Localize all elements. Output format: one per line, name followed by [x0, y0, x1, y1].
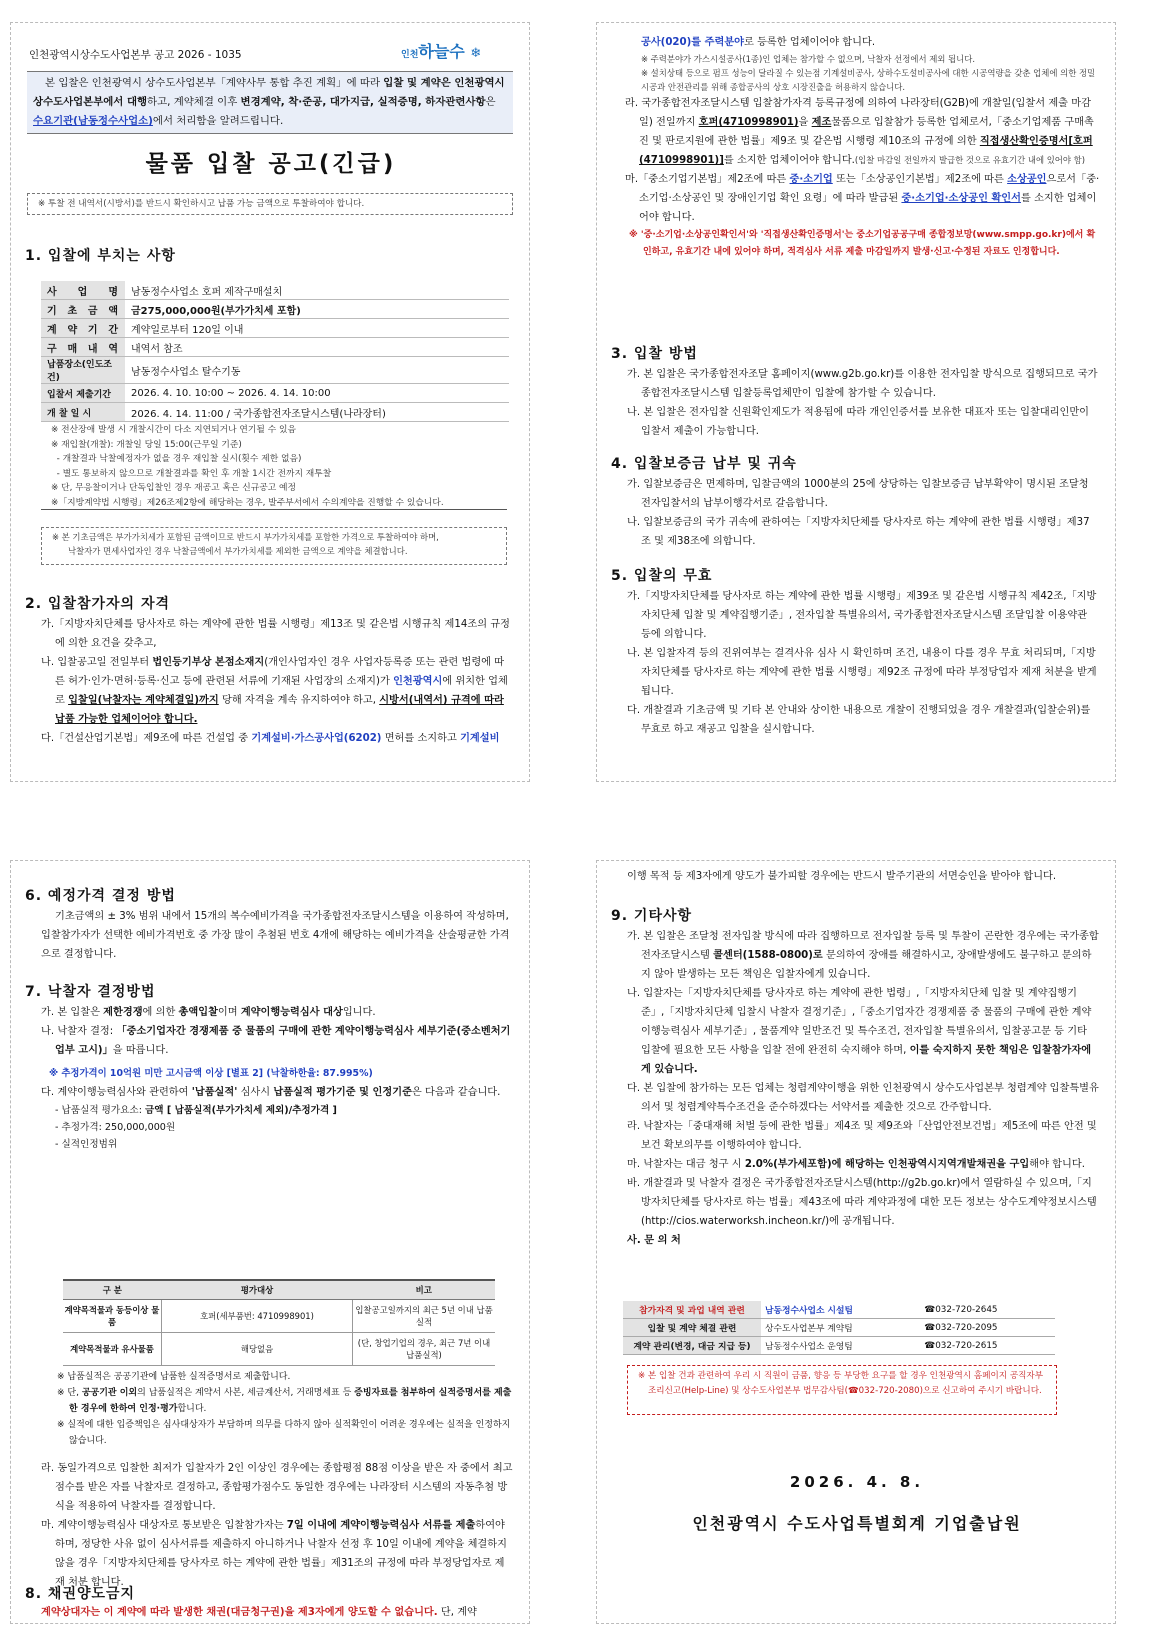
qual-na-t4: 당해 자격을 계속 유지하여야 하고, [218, 695, 380, 706]
wda-b1: '납품실적' [191, 1087, 238, 1098]
info-label: 기 초 금 액 [41, 300, 125, 319]
info-value: 남동정수사업소 호퍼 제작구매설치 [125, 281, 509, 300]
intro-bold-2: 변경계약, 착·준공, 대가지급, 실적증명, 하자관련사항 [240, 96, 486, 108]
table-row [623, 1319, 1055, 1337]
table-row [63, 1333, 495, 1366]
ra-t4: 를 소지한 업체이어야 합니다. [723, 155, 855, 166]
qual-na-u: 입찰일(낙찰자는 계약체결일)까지 [68, 695, 219, 706]
pn2-b1: 공공기관 이외 [81, 1388, 138, 1398]
info-value: 2026. 4. 10. 10:00 ~ 2026. 4. 14. 10:00 [125, 384, 509, 403]
wma-t1: 마. 계약이행능력심사 대상자로 통보받은 입찰참가자는 [41, 1520, 287, 1531]
logo-small-text: 인천 [401, 50, 419, 60]
perf-list-1 [55, 1102, 513, 1119]
section-8-heading: 8. 채권양도금지 [25, 1586, 136, 1602]
qual-da-blue: 기계설비·가스공사업(6202) [251, 733, 382, 744]
ma-t2: 또는「소상공인기본법」제2조에 따른 [832, 174, 1008, 185]
qual-da-t1: 다.「건설산업기본법」제9조에 따른 건설업 중 [41, 733, 252, 744]
bid-notice: ※ 투찰 전 내역서(시방서)를 반드시 확인하시고 납품 가능 금액으로 투찰하여야 합니다. [27, 193, 513, 215]
perf-note-1: ※ 납품실적은 공공기관에 납품한 실적증명서로 제출합니다. [57, 1372, 291, 1382]
pn2-t2: 의 납품실적은 계약서 사본, 세금계산서, 거래명세표 등 [137, 1388, 355, 1398]
section-6-body: 기초금액의 ± 3% 범위 내에서 15개의 복수예비가격을 국가종합전자조달시스템을 이용하여 작성하며, 입찰참가자가 선택한 예비가격번호 중 가장 많이 추첨된 번호 4개에 해당하는 예비가격을 산술평균한 가격으로 결정합니다. [41, 911, 510, 960]
bid-note: - 개찰결과 낙찰예정자가 없을 경우 재입찰 실시(횟수 제한 없음) [51, 454, 302, 464]
page-4 [596, 860, 1116, 1624]
pn2-t1: ※ 단, [57, 1388, 82, 1398]
qual-da-t2: 면허를 소지하고 [381, 733, 461, 744]
section-3-body [619, 365, 1099, 441]
perf-list-1-pre: - 납품실적 평가요소: [55, 1105, 145, 1116]
section-4-body [619, 475, 1099, 551]
info-value: 남동정수사업소 탈수기동 [125, 357, 509, 384]
table-row [41, 300, 509, 319]
bid-note: ※「지방계약법 시행령」제26조제2항에 해당하는 경우, 발주부서에서 수의계약을 진행할 수 있습니다. [51, 497, 444, 508]
page-3 [10, 860, 530, 1624]
perf-list-2: - 추정가격: 250,000,000원 [55, 1122, 176, 1133]
vat-note-line-1: ※ 본 기초금액은 부가가치세가 포함된 금액이므로 반드시 부가가치세를 포함한 가격으로 투찰하여야 하며, [52, 532, 439, 542]
ena-b: 이를 숙지하지 못한 책임은 입찰참가자에게 있습니다. [641, 1045, 1092, 1075]
section-5-body [619, 587, 1099, 739]
contact-k: 입찰 및 계약 체결 관련 [623, 1319, 761, 1337]
ema-t2: 해야 합니다. [1029, 1159, 1085, 1170]
perf-head-2: 평가대상 [162, 1280, 353, 1300]
wna-b: 「중소기업자간 경쟁제품 중 물품의 구매에 관한 계약이행능력심사 세부기준(중소벤처기업부 고시)」 [55, 1026, 511, 1056]
issuing-organization: 인천광역시 수도사업특별회계 기업출납원 [692, 1514, 1022, 1533]
vat-note-box [41, 527, 507, 565]
wga-b1: 제한경쟁 [103, 1007, 143, 1018]
qual-na-u2: 시방서(내역서) 규격에 따라 납품 가능한 업체이어야 합니다. [55, 695, 504, 725]
etc-ma [619, 1155, 1099, 1174]
section-1-heading: 1. 입찰에 부치는 사항 [25, 248, 176, 264]
assign-red: 계약상대자는 이 계약에 따라 발생한 채권(대금청구권)을 제3자에게 양도할 수 없습니다. [41, 1607, 438, 1618]
wga-t4: 입니다. [342, 1007, 376, 1018]
qual-ga: 가.「지방자치단체를 당사자로 하는 계약에 관한 법률 시행령」제13조 및 같은법 시행규칙 제14조의 규정에 의한 요건을 갖추고, [41, 619, 510, 649]
perf-note-2 [53, 1385, 513, 1417]
intro-text-3: 은 [485, 96, 496, 108]
qual-na-t1: 나. 입찰공고일 전일부터 [41, 657, 153, 668]
info-value: 내역서 참조 [125, 338, 509, 357]
wna-t2: 을 따릅니다. [112, 1045, 169, 1056]
lower-limit-note: ※ 추정가격이 10억원 미만 고시금액 이상 [별표 2] (낙찰하한율: 87.995%) [49, 1068, 373, 1079]
info-label: 개 찰 일 시 [41, 403, 125, 422]
ra-b2: 제조 [811, 117, 832, 128]
vat-note-line-2: 낙찰자가 면세사업자인 경우 낙찰금액에서 부가가치세를 제외한 금액으로 계약을 체결합니다. [68, 546, 408, 556]
info-label: 사 업 명 [41, 281, 125, 300]
qual-na-t3: 에 위치한 업체로 [55, 676, 508, 706]
info-value: 2026. 4. 14. 11:00 / 국가종합전자조달시스템(나라장터) [125, 403, 509, 422]
section-8-body [41, 1603, 511, 1622]
top-blue: 공사(020)를 주력분야 [641, 37, 745, 48]
divider [41, 509, 507, 510]
deposit-na: 나. 입찰보증금의 국가 귀속에 관하여는「지방자치단체를 당사자로 하는 계약에 관한 법률 시행령」제37조 및 제38조에 의합니다. [627, 517, 1090, 547]
method-na: 나. 본 입찰은 전자입찰 신원확인제도가 적용됨에 따라 개인인증서를 보유한 대표자 또는 입찰대리인만이 입찰서 제출이 가능합니다. [627, 407, 1090, 437]
ena-t1: 나. 입찰자는「지방자치단체를 당사자로 하는 계약에 관한 법령」,「지방자치단체 입찰 및 계약집행기준」,「지방자치단체 입찰시 낙찰자 결정기준」,「중소기업자간 경쟁제품 중 물품의 구매에 관한 계약이행능력심사 세부기준」, 물품계약 일반조건 및 특수조건, 전자입찰 특별유의서, 입찰공고문 등 기타 입찰에 필요한 모든 사항을 입찰 전에 완전히 숙지해야 하며, [627, 988, 1092, 1056]
info-label: 구 매 내 역 [41, 338, 125, 357]
qual-na-blue: 인천광역시 [393, 676, 443, 687]
contact-tel: ☎032-720-2615 [920, 1337, 1055, 1355]
table-row [63, 1300, 495, 1333]
wga-t1: 가. 본 입찰은 [41, 1007, 104, 1018]
bid-note: ※ 전산장애 발생 시 개찰시간이 다소 지연되거나 연기될 수 있음 [51, 425, 296, 435]
bid-note: ※ 단, 무응찰이거나 단독입찰인 경우 재공고 혹은 신규공고 예정 [51, 483, 296, 493]
page4-top: 이행 목적 등 제3자에게 양도가 불가피할 경우에는 반드시 발주기관의 서면승인을 받아야 합니다. [627, 871, 1057, 882]
etc-ba: 바. 개찰결과 및 낙찰자 결정은 국가종합전자조달시스템(http://g2b.go.kr)에서 열람하실 수 있으며,「지방자치단체를 당사자로 하는 법률」제43조에 따라 계약과정에 대한 모든 정보는 상수도계약정보시스템(http://cios.waterworksh.incheon.kr/)에 공개됩니다. [627, 1178, 1097, 1227]
perf-list [33, 1102, 513, 1153]
section-9-heading: 9. 기타사항 [611, 908, 693, 924]
page-2 [596, 22, 1116, 782]
win-ma [33, 1516, 513, 1592]
incheon-logo [401, 39, 511, 61]
intro-text-4: 에서 처리함을 알려드립니다. [152, 115, 284, 127]
intro-box [27, 71, 513, 134]
page-title: 물품 입찰 공고(긴급) [145, 151, 397, 177]
logo-text: 하늘수 [418, 42, 465, 61]
contact-tel: ☎032-720-2645 [920, 1301, 1055, 1319]
win-da [33, 1083, 513, 1102]
assign-end: 단, 계약 [437, 1607, 477, 1618]
perf-list-3: - 실적인정범위 [55, 1139, 118, 1150]
note-2: ※ 설치상태 등으로 펌프 성능이 달라질 수 있는점 기계설비공사, 상하수도설비공사에 대한 시공역량을 갖춘 업체에 의한 정밀시공과 안전관리를 위해 종합공사의 상호 시장진출을 허용하지 않습니다. [641, 68, 1096, 92]
snowflake-icon: ❄ [470, 46, 482, 61]
section-2-body [33, 615, 511, 748]
etc-na [619, 984, 1099, 1079]
deposit-ga: 가. 입찰보증금은 면제하며, 입찰금액의 1000분의 25에 상당하는 입찰보증금 납부확약이 명시된 조달청 전자입찰서의 납부이행각서로 갈음합니다. [627, 479, 1089, 509]
page2-top [617, 33, 1101, 261]
bid-note: - 별도 통보하지 않으므로 개찰결과를 확인 후 개찰 1시간 전까지 재투찰 [51, 468, 332, 479]
section-4-heading: 4. 입찰보증금 납부 및 귀속 [611, 456, 797, 472]
ema-b: 2.0%(부가세포함)에 해당하는 인천광역시지역개발채권을 구입 [744, 1159, 1030, 1170]
ega-t1: 가. 본 입찰은 조달청 전자입찰 방식에 따라 집행하므로 전자입찰 등록 및 투찰이 곤란한 경우에는 국가종합전자조달시스템 [627, 931, 1099, 961]
section-5-heading: 5. 입찰의 무효 [611, 568, 713, 584]
bid-note: ※ 재입찰(개찰): 개찰일 당일 15:00(근무일 기준) [51, 439, 242, 450]
section-7-body [33, 1003, 513, 1153]
info-value: 금275,000,000원(부가가치세 포함) [125, 300, 509, 319]
ega-b: 콜센터(1588-0800)로 [713, 950, 823, 961]
void-na: 나. 본 입찰자격 등의 진위여부는 결격사유 심사 시 확인하며 조건, 내용이 다를 경우 무효 처리되며,「지방자치단체를 당사자로 하는 계약에 관한 법률 시행령」제92조 규정에 따라 부정당업자 제재 처분을 받게 됩니다. [627, 648, 1097, 697]
table-row [41, 281, 509, 300]
contact-k: 계약 관리(변경, 대금 지급 등) [623, 1337, 761, 1355]
info-label: 계 약 기 간 [41, 319, 125, 338]
wga-t2: 에 의한 [142, 1007, 179, 1018]
etc-sa: 사. 문 의 처 [627, 1235, 681, 1246]
qual-na [33, 653, 511, 729]
wda-b2: 납품실적 평가기준 및 인정기준 [273, 1087, 412, 1098]
intro-text: 본 입찰은 인천광역시 상수도사업본부「계약사무 통합 추진 계획」에 따라 [45, 77, 384, 89]
win-ga [33, 1003, 513, 1022]
ra-b1: 호퍼(4710998901) [698, 117, 799, 128]
pn2-t3: 합니다. [177, 1404, 207, 1414]
ma-b1: 중·소기업 [789, 174, 833, 185]
table-row [623, 1337, 1055, 1355]
performance-table [63, 1279, 495, 1366]
table-row [41, 357, 509, 384]
qual-da-blue2: 기계설비 [460, 733, 500, 744]
ma-b3: 중·소기업·소상공인 확인서 [901, 193, 1021, 204]
contact-dept: 남동정수사업소 운영팀 [761, 1337, 920, 1355]
ega-t2: 문의하여 장애를 해결하시고, 장애발생에도 불구하고 문의하지 않아 발생하는 모든 책임은 입찰자에게 있습니다. [641, 950, 1092, 980]
qual-da [33, 729, 511, 748]
pn2-b2: 증빙자료를 첨부하여 실적증명서를 제출한 경우에 한하여 인정·평가 [69, 1388, 512, 1414]
perf-cell: 호퍼(세부품번: 4710998901) [162, 1300, 353, 1333]
wga-t3: 이며 [217, 1007, 241, 1018]
info-label: 입찰서 제출기간 [41, 384, 125, 403]
perf-notes [53, 1369, 513, 1449]
ema-t1: 마. 낙찰자는 대금 청구 시 [627, 1159, 745, 1170]
section-6-heading: 6. 예정가격 결정 방법 [25, 888, 176, 904]
info-label: 납품장소(인도조건) [41, 357, 125, 384]
table-row [41, 338, 509, 357]
perf-list-1-b: 금액 [ 납품실적(부가가치세 제외)/추정가격 ] [144, 1105, 337, 1116]
perf-cell: 계약목적물과 동등이상 물품 [63, 1300, 162, 1333]
perf-cell: (단, 창업기업의 경우, 최근 7년 이내 납품실적) [353, 1333, 496, 1366]
etc-ga [619, 927, 1099, 984]
ma-t3: 으로서「중·소기업·소상공인 및 장애인기업 확인 요령」에 따라 발급된 [639, 174, 1100, 204]
section-7-heading: 7. 낙찰자 결정방법 [25, 984, 156, 1000]
page-1 [10, 22, 530, 782]
wma-t2: 하여야 하며, 정당한 사유 없이 심사서류를 제출하지 아니하거나 낙찰자 선정 후 10일 이내에 계약을 체결하지 않을 경우「지방자치단체를 당사자로 하는 계약에 관한 법률」제31조의 규정에 따라 부정당업자로 제재 처분 합니다. [55, 1520, 507, 1588]
etc-da: 다. 본 입찰에 참가하는 모든 업체는 청렴계약이행을 위한 인천광역시 상수도사업본부 청렴계약 입찰특별유의서 및 청렴계약특수조건을 준수하겠다는 서약서를 제출한 것으로 간주합니다. [627, 1083, 1099, 1113]
table-row [41, 319, 509, 338]
section-2-heading: 2. 입찰참가자의 자격 [25, 596, 170, 612]
perf-cell: 계약목적물과 유사물품 [63, 1333, 162, 1366]
wda-t2: 심사시 [237, 1087, 274, 1098]
ra-u: 직접생산확인증명서[호퍼(4710998901)] [639, 136, 1093, 166]
contact-dept: 상수도사업본부 계약팀 [761, 1319, 920, 1337]
intro-bold-1: 입찰 및 계약은 인천광역시 상수도사업본부에서 대행 [33, 77, 505, 108]
table-row [41, 403, 509, 422]
table-row [623, 1301, 1055, 1319]
contact-dept: 남동정수사업소 시설팀 [761, 1301, 920, 1319]
ma-t4: 를 소지한 업체이어야 합니다. [639, 193, 1097, 223]
ma-t1: 마.「중소기업기본법」제2조에 따른 [625, 174, 790, 185]
ra-t3: 물품으로 입찰참가 등록한 업체로서,「중소기업제품 구매촉진 및 판로지원에 관한 법률」제9조 및 같은법 시행령 제10조의 규정에 의한 [639, 117, 1094, 147]
wna-t1: 나. 낙찰자 결정: [41, 1026, 117, 1037]
wda-t3: 은 다음과 같습니다. [411, 1087, 501, 1098]
qual-na-t2: (개인사업자인 경우 사업자등록증 또는 관련 법령에 따른 허가·인가·면허·등록·신고 등에 관련된 서류에 기재된 사업장의 소재지)가 [55, 657, 505, 687]
section-7-body-2 [33, 1459, 513, 1592]
perf-cell: 해당없음 [162, 1333, 353, 1366]
top-text: 로 등록한 업체이어야 합니다. [744, 37, 876, 48]
info-value: 계약일로부터 120일 이내 [125, 319, 509, 338]
announcement-number: 인천광역시상수도사업본부 공고 2026 - 1035 [29, 49, 242, 61]
void-da: 다. 개찰결과 기초금액 및 기타 본 안내와 상이한 내용으로 개찰이 진행되었을 경우 개찰결과(입찰순위)를 무효로 하고 재공고 입찰을 실시합니다. [627, 705, 1091, 735]
void-ga: 가.「지방자치단체를 당사자로 하는 계약에 관한 법률 시행령」제39조 및 같은법 시행규칙 제42조,「지방자치단체 입찰 및 계약집행기준」, 전자입찰 특별유의서, 국가종합전자조달시스템 조달입찰 이용약관 등에 의합니다. [627, 591, 1097, 640]
ma-b2: 소상공인 [1007, 174, 1047, 185]
table-row [41, 384, 509, 403]
qual-ra [617, 94, 1101, 170]
integrity-report-box: ※ 본 입찰 건과 관련하여 우리 시 직원이 금품, 향응 등 부당한 요구를 할 경우 인천광역시 홈페이지 공직자부조리신고(Help-Line) 및 상수도사업본부 법무감사팀(☎032-720-2080)으로 신고하여 주시기 바랍니다. [627, 1365, 1057, 1415]
qual-ma [617, 170, 1101, 227]
perf-head-3: 비고 [353, 1280, 496, 1300]
perf-note-3: ※ 실적에 대한 입증책임은 심사대상자가 부담하며 의무를 다하지 않아 실적확인이 어려운 경우에는 실적을 인정하지 않습니다. [57, 1420, 511, 1446]
win-na [33, 1022, 513, 1060]
intro-demand-agency: 수요기관(남동정수사업소) [33, 115, 153, 127]
ra-small: (입찰 마감일 전일까지 발급한 것으로 유효기간 내에 있어야 함) [854, 155, 1085, 165]
note-1: ※ 주력분야가 가스시설공사(1종)인 업체는 참가할 수 없으며, 낙찰자 선정에서 제외 됩니다. [641, 54, 975, 64]
section-9-body [619, 927, 1099, 1250]
etc-ra: 라. 낙찰자는「중대재해 처벌 등에 관한 법률」제4조 및 제9조와「산업안전보건법」제5조에 따른 안전 및 보건 확보의무를 이행하여야 합니다. [627, 1121, 1097, 1151]
announce-date: 2026. 4. 8. [789, 1473, 925, 1491]
perf-head-1: 구 분 [63, 1280, 162, 1300]
ra-t2: 을 [798, 117, 812, 128]
win-ra: 라. 동일가격으로 입찰한 최저가 입찰자가 2인 이상인 경우에는 종합평점 88점 이상을 받은 자 중에서 최고점수를 받은 자를 낙찰자로 결정하고, 종합평가점수도 동일한 경우에는 나라장터 시스템의 자동추첨 방식을 적용하여 낙찰자를 결정합니다. [41, 1463, 513, 1512]
contact-k: 참가자격 및 과업 내역 관련 [623, 1301, 761, 1319]
wga-b2: 총액입찰 [178, 1007, 218, 1018]
wga-b3: 계약이행능력심사 대상 [240, 1007, 343, 1018]
wma-b: 7일 이내에 계약이행능력심사 서류를 제출 [286, 1520, 476, 1531]
wda-t1: 다. 계약이행능력심사와 관련하여 [41, 1087, 192, 1098]
contact-table [623, 1301, 1055, 1355]
ra-t1: 라. 국가종합전자조달시스템 입찰참가자격 등록규정에 의하여 나라장터(G2B)에 개찰일(입찰서 제출 마감일) 전일까지 [625, 98, 1091, 128]
intro-text-2: 하고, 계약체결 이후 [147, 96, 241, 108]
section-3-heading: 3. 입찰 방법 [611, 346, 698, 362]
contact-tel: ☎032-720-2095 [920, 1319, 1055, 1337]
qual-na-b: 법인등기부상 본점소재지 [152, 657, 265, 668]
perf-cell: 입찰공고일까지의 최근 5년 이내 납품실적 [353, 1300, 496, 1333]
bid-info-table [41, 281, 509, 422]
bid-notes [51, 423, 521, 510]
red-note: ※ '중·소기업·소상공인확인서'와 '직접생산확인증명서'는 중소기업공공구매 종합정보망(www.smpp.go.kr)에서 확인하고, 유효기간 내에 있어야 하며, 적격심사 서류 제출 마감일까지 발생·신고·수정된 자료도 인정합니다. [629, 230, 1096, 257]
method-ga: 가. 본 입찰은 국가종합전자조달 홈페이지(www.g2b.go.kr)를 이용한 전자입찰 방식으로 집행되므로 국가종합전자조달시스템 입찰등록업체만이 입찰에 참가할 수 있습니다. [627, 369, 1098, 399]
